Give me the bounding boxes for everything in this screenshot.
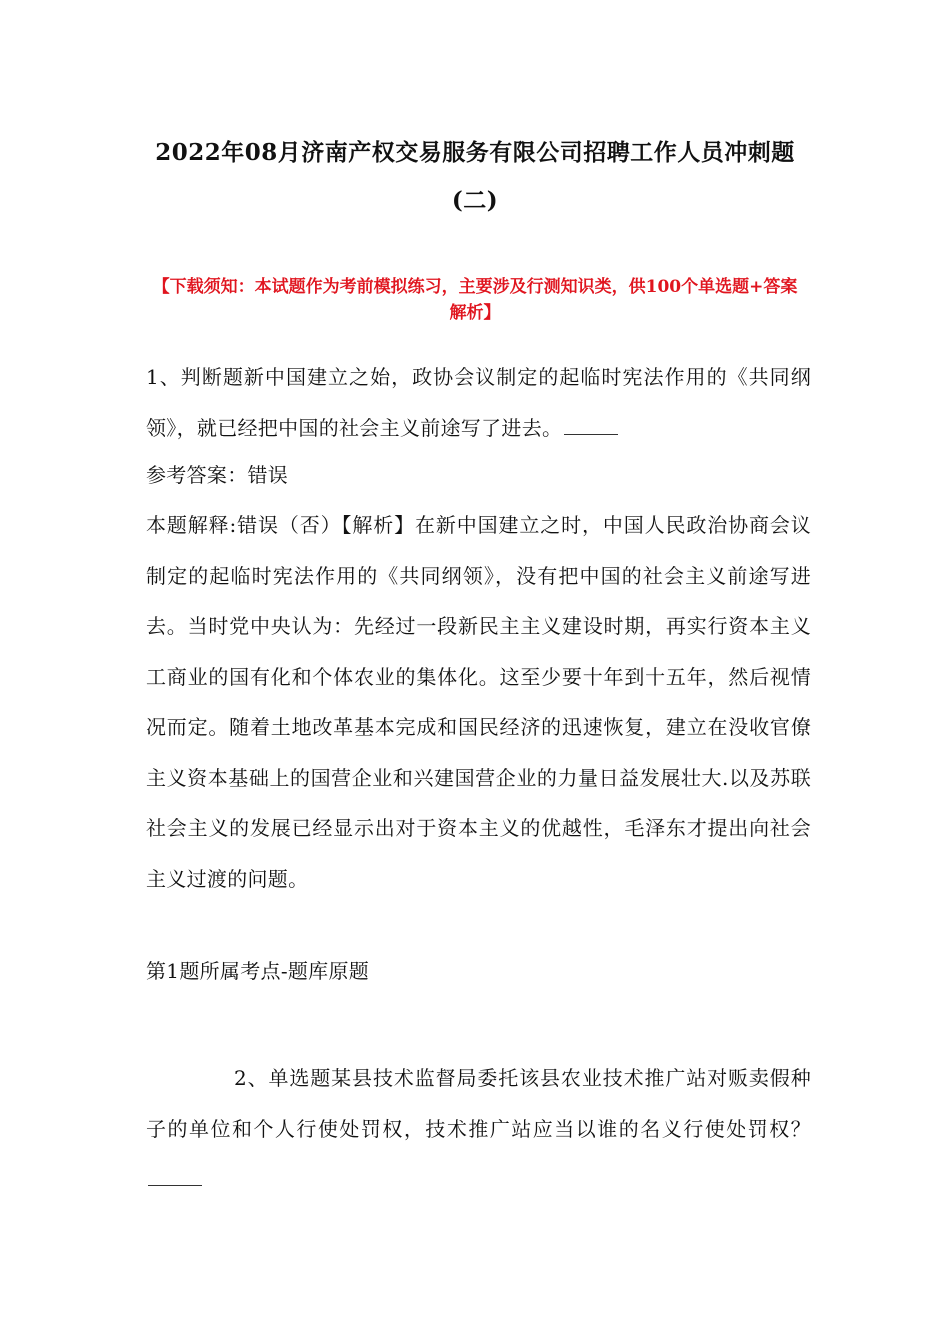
question-1-text: 1、判断题新中国建立之始，政协会议制定的起临时宪法作用的《共同纲领》，就已经把中国的社会主义前途写了进去。: [146, 365, 811, 440]
question-2-text: 2、单选题某县技术监督局委托该县农业技术推广站对贩卖假种子的单位和个人行使处罚权，技术推广站应当以谁的名义行使处罚权？: [146, 1066, 811, 1141]
question-1-answer: 参考答案：错误: [146, 463, 289, 487]
question-1-knowledge-point: 第1题所属考点-题库原题: [146, 959, 370, 983]
document-title: 2022年08月济南产权交易服务有限公司招聘工作人员冲刺题: [155, 139, 795, 166]
document-title-suffix: (二): [451, 187, 499, 214]
download-notice: 【下载须知：本试题作为考前模拟练习，主要涉及行测知识类，供100个单选题+答案解析】: [152, 277, 798, 323]
answer-blank: [564, 414, 618, 435]
question-1-explanation: 本题解释:错误（否）【解析】在新中国建立之时，中国人民政治协商会议制定的起临时宪法作用的《共同纲领》，没有把中国的社会主义前途写进去。当时党中央认为：先经过一段新民主主义建设时期，再实行资本主义工商业的国有化和个体农业的集体化。这至少要十年到十五年，然后视情况而定。随着土地改革基本完成和国民经济的迅速恢复，建立在没收官僚主义资本基础上的国营企业和兴建国营企业的力量日益发展壮大.以及苏联社会主义的发展已经显示出对于资本主义的优越性，毛泽东才提出向社会主义过渡的问题。: [146, 513, 811, 891]
question-1: [146, 352, 811, 453]
answer-blank: [148, 1165, 202, 1186]
question-2: [146, 1053, 811, 1205]
